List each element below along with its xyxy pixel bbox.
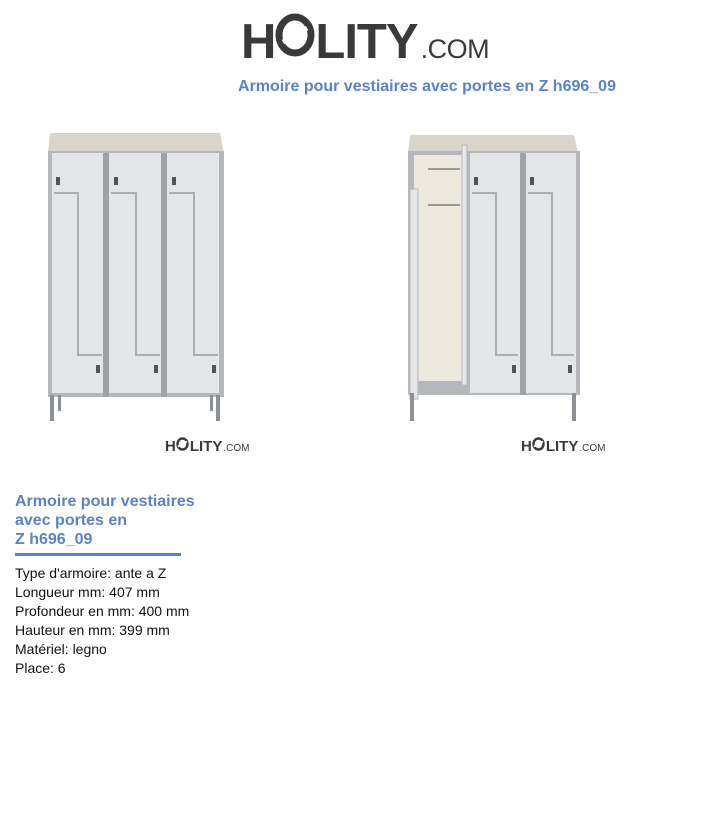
image-watermark-logo bbox=[521, 437, 605, 455]
product-title bbox=[15, 492, 215, 549]
spec-row: Place: 6 bbox=[15, 660, 66, 676]
spec-row: Matériel: legno bbox=[15, 641, 107, 657]
product-title-line: avec portes en bbox=[15, 512, 128, 529]
brand-logo[interactable] bbox=[241, 12, 490, 69]
logo-small-domain: .COM bbox=[223, 443, 250, 454]
locker-open-image[interactable] bbox=[398, 125, 590, 425]
logo-o-icon bbox=[275, 12, 315, 58]
title-underline bbox=[15, 553, 181, 556]
spec-list bbox=[15, 564, 189, 678]
product-title-line: Z h696_09 bbox=[15, 531, 93, 548]
image-watermark-logo bbox=[165, 437, 249, 455]
logo-small-o-icon bbox=[532, 437, 545, 451]
spec-row: Hauteur en mm: 399 mm bbox=[15, 622, 170, 638]
spec-row: Profondeur en mm: 400 mm bbox=[15, 603, 190, 619]
page-subtitle: Armoire pour vestiaires avec portes en Z h696_09 bbox=[238, 78, 616, 95]
spec-row: Type d'armoire: ante a Z bbox=[15, 565, 167, 581]
logo-small-h: H bbox=[521, 438, 532, 455]
spec-row: Longueur mm: 407 mm bbox=[15, 584, 160, 600]
logo-small-o-icon bbox=[176, 437, 189, 451]
logo-word-rest: LITY bbox=[315, 15, 418, 69]
logo-small-rest: LITY bbox=[545, 438, 579, 455]
logo-small-h: H bbox=[165, 438, 176, 455]
logo-letter-h: H bbox=[241, 15, 276, 69]
logo-small-domain: .COM bbox=[579, 443, 606, 454]
logo-domain: .COM bbox=[420, 34, 490, 64]
locker-closed-image[interactable] bbox=[38, 125, 236, 425]
logo-small-rest: LITY bbox=[189, 438, 223, 455]
product-title-line: Armoire pour vestiaires bbox=[15, 493, 195, 510]
